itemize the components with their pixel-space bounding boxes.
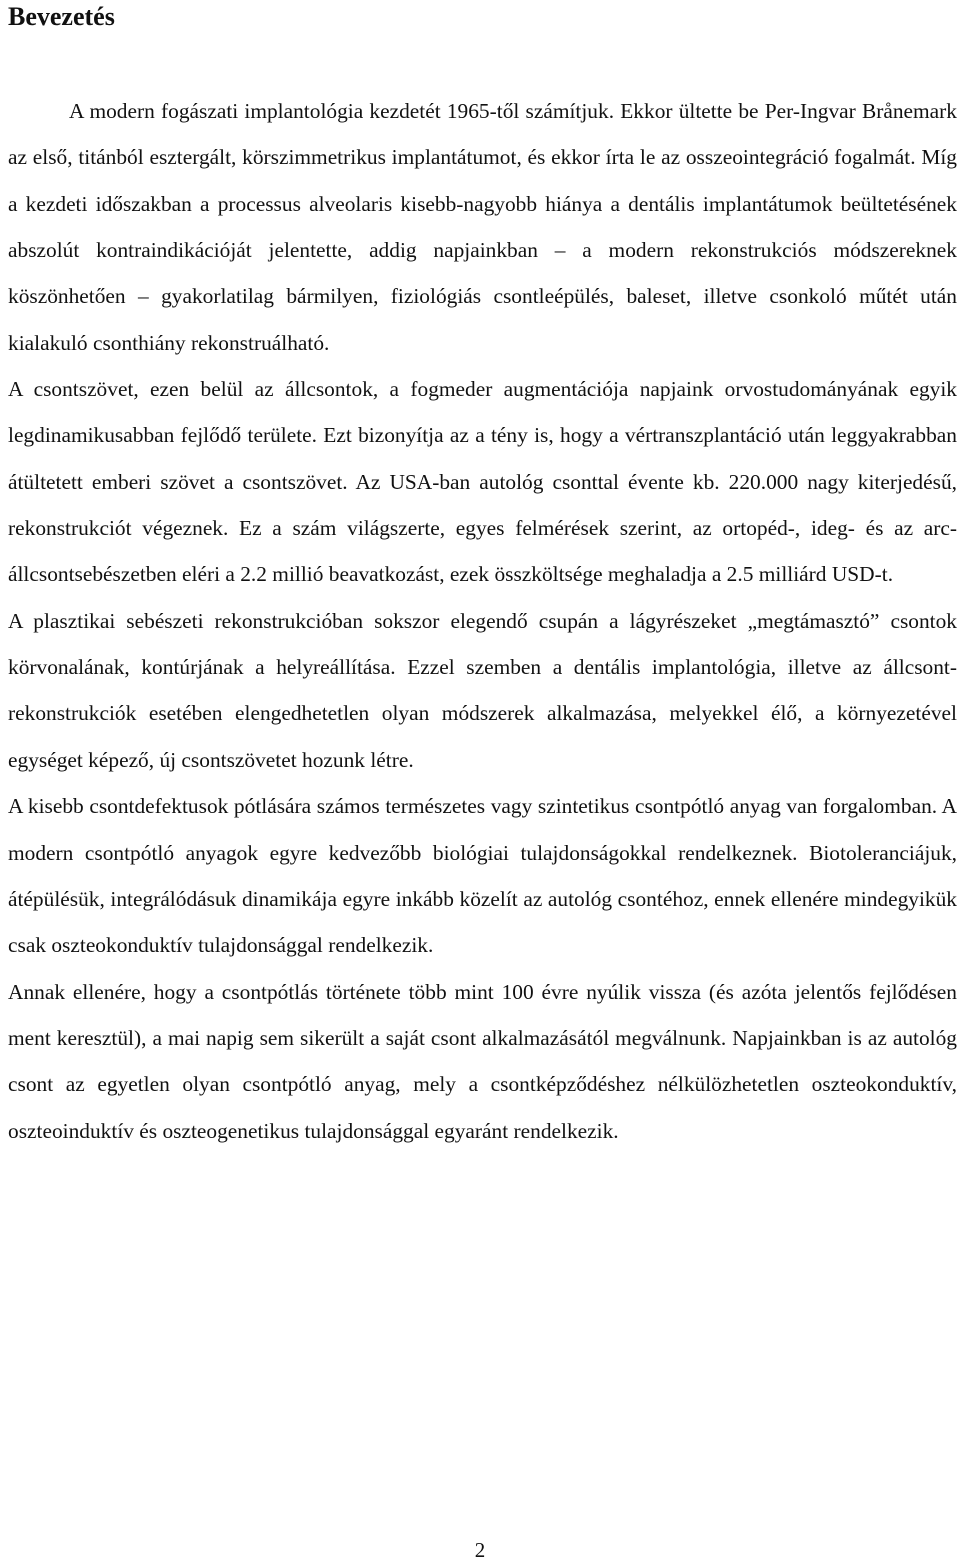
page-number: 2 [474, 1538, 486, 1562]
section-heading: Bevezetés [8, 2, 115, 31]
paragraph-2: A csontszövet, ezen belül az állcsontok, a fogmeder augmentációja napjaink orvostudományának egyik legdinamikusabban fejlődő területe. Ezt bizonyítja az a tény is, hogy a vértranszplantáció után leggyakrabban átültetett emberi szövet a csontszövet. Az USA-ban autológ csonttal évente kb. 220.000 nagy kiterjedésű, rekonstrukciót végeznek. Ez a szám világszerte, egyes felmérések szerint, az ortopéd-, ideg- és az arc-állcsontsebészetben eléri a 2.2 millió beavatkozást, ezek összköltsége meghaladja a 2.5 milliárd USD-t. [8, 377, 957, 587]
paragraph-1: A modern fogászati implantológia kezdetét 1965-től számítjuk. Ekkor ültette be Per-Ingvar Brånemark az első, titánból esztergált, körszimmetrikus implantátumot, és ekkor írta le az osszeointegráció fogalmát. Míg a kezdeti időszakban a processus alveolaris kisebb-nagyobb hiánya a dentális implantátumok beültetésének abszolút kontraindikációját jelentette, addig napjainkban – a modern rekonstrukciós módszereknek köszönhetően – gyakorlatilag bármilyen, fiziológiás csontleépülés, baleset, illetve csonkoló műtét után kialakuló csonthiány rekonstruálható. [8, 99, 957, 355]
paragraph-5: Annak ellenére, hogy a csontpótlás története több mint 100 évre nyúlik vissza (és azóta jelentős fejlődésen ment keresztül), a mai napig sem sikerült a saját csont alkalmazásától megválnunk. Napjainkban is az autológ csont az egyetlen olyan csontpótló anyag, mely a csontképződéshez nélkülözhetetlen oszteokonduktív, oszteoinduktív és oszteogenetikus tulajdonsággal egyaránt rendelkezik. [8, 979, 957, 1143]
paragraph-3: A plasztikai sebészeti rekonstrukcióban sokszor elegendő csupán a lágyrészeket „megtámasztó” csontok körvonalának, kontúrjának a helyreállítása. Ezzel szemben a dentális implantológia, illetve az állcsont-rekonstrukciók esetében elengedhetetlen olyan módszerek alkalmazása, melyekkel élő, a környezetével egységet képező, új csontszövetet hozunk létre. [8, 608, 957, 772]
body-text [8, 88, 957, 1154]
paragraph-4: A kisebb csontdefektusok pótlására számos természetes vagy szintetikus csontpótló anyag van forgalomban. A modern csontpótló anyagok egyre kedvezőbb biológiai tulajdonságokkal rendelkeznek. Biotoleranciájuk, átépülésük, integrálódásuk dinamikája egyre inkább közelít az autológ csontéhoz, ennek ellenére mindegyikük csak oszteokonduktív tulajdonsággal rendelkezik. [8, 794, 957, 958]
